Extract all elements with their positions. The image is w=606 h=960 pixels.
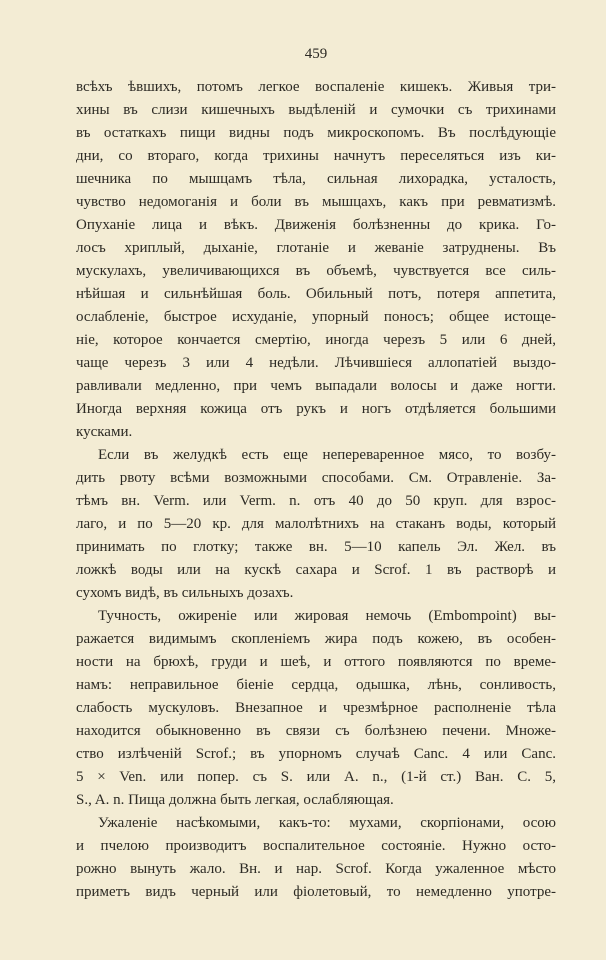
- text-line: ство излѣченій Scrof.; въ упорномъ случаѣ Canc. 4 или Canc.: [76, 746, 556, 762]
- text-line: S., A. n. Пища должна быть легкая, ослабляющая.: [76, 792, 394, 808]
- text-line: ослабленіе, быстрое исхуданіе, упорный поносъ; общее истоще-: [76, 309, 556, 325]
- body-text: [76, 76, 556, 904]
- text-line: нѣйшая и сильнѣйшая боль. Обильный потъ, потеря аппетита,: [76, 286, 556, 302]
- text-line: чувство недомоганія и боли въ мышцахъ, какъ при ревматизмѣ.: [76, 194, 556, 210]
- text-line: лаго, и по 5—20 кр. для малолѣтнихъ на стаканъ воды, который: [76, 516, 556, 532]
- text-line: 5 × Ven. или попер. съ S. или A. n., (1-й ст.) Ван. C. 5,: [76, 769, 556, 785]
- text-line: и пчелою производитъ воспалительное состояніе. Нужно осто-: [76, 838, 556, 854]
- text-line: намъ: неправильное біеніе сердца, одышка, лѣнь, сонливость,: [76, 677, 556, 693]
- text-line: слабость мускуловъ. Внезапное и чрезмѣрное располненіе тѣла: [76, 700, 556, 716]
- text-line: ражается видимымъ скопленіемъ жира подъ кожею, въ особен-: [76, 631, 556, 647]
- text-line: рожно вынуть жало. Вн. и нар. Scrof. Когда ужаленное мѣсто: [76, 861, 556, 877]
- text-line: кусками.: [76, 424, 133, 440]
- text-line: равливали медленно, при чемъ выпадали волосы и даже ногти.: [76, 378, 556, 394]
- text-line: всѣхъ ѣвшихъ, потомъ легкое воспаленіе кишекъ. Живыя три-: [76, 79, 556, 95]
- page-number: 459: [304, 46, 328, 62]
- text-line: принимать по глотку; также вн. 5—10 капель Эл. Жел. въ: [76, 539, 556, 555]
- text-line: мускулахъ, увеличивающихся въ объемѣ, чувствуется все силь-: [76, 263, 556, 279]
- text-line: тѣмъ вн. Verm. или Verm. n. отъ 40 до 50 круп. для взрос-: [76, 493, 556, 509]
- text-line: Если въ желудкѣ есть еще непереваренное мясо, то возбу-: [98, 447, 556, 463]
- paragraph-insect-stings: [76, 812, 556, 904]
- text-line: Тучность, ожиреніе или жировая немочь (Embompoint) вы-: [98, 608, 556, 624]
- paragraph-obesity: [76, 605, 556, 812]
- text-line: шечника по мышцамъ тѣла, сильная лихорадка, усталость,: [76, 171, 556, 187]
- text-line: Иногда верхняя кожица отъ рукъ и ногъ отдѣляется большими: [76, 401, 556, 417]
- text-line: лосъ хриплый, дыханіе, глотаніе и жеваніе затруднены. Въ: [76, 240, 556, 256]
- text-line: сухомъ видѣ, въ сильныхъ дозахъ.: [76, 585, 294, 601]
- text-line: Ужаленіе насѣкомыми, какъ-то: мухами, скорпіонами, осою: [98, 815, 556, 831]
- paragraph-trichinosis-symptoms: [76, 76, 556, 444]
- text-line: въ остаткахъ пищи видны подъ микроскопомъ. Въ послѣдующіе: [76, 125, 556, 141]
- text-line: Опуханіе лица и вѣкъ. Движенія болѣзненны до крика. Го-: [76, 217, 556, 233]
- text-line: ности на брюхѣ, груди и шеѣ, и оттого появляются по време-: [76, 654, 556, 670]
- text-line: дни, со втораго, когда трихины начнутъ переселяться изъ ки-: [76, 148, 556, 164]
- text-line: ніе, которое кончается смертію, иногда черезъ 5 или 6 дней,: [76, 332, 556, 348]
- text-line: чаще черезъ 3 или 4 недѣли. Лѣчившіеся аллопатіей выздо-: [76, 355, 556, 371]
- text-line: приметъ видъ черный или фіолетовый, то немедленно употре-: [76, 884, 556, 900]
- text-line: ложкѣ воды или на кускѣ сахара и Scrof. 1 въ растворѣ и: [76, 562, 556, 578]
- paragraph-trichinosis-treatment: [76, 444, 556, 605]
- text-line: дить рвоту всѣми возможными способами. См. Отравленіе. За-: [76, 470, 556, 486]
- text-line: хины въ слизи кишечныхъ выдѣленій и сумочки съ трихинами: [76, 102, 556, 118]
- text-line: находится обыкновенно въ связи съ болѣзнею печени. Множе-: [76, 723, 556, 739]
